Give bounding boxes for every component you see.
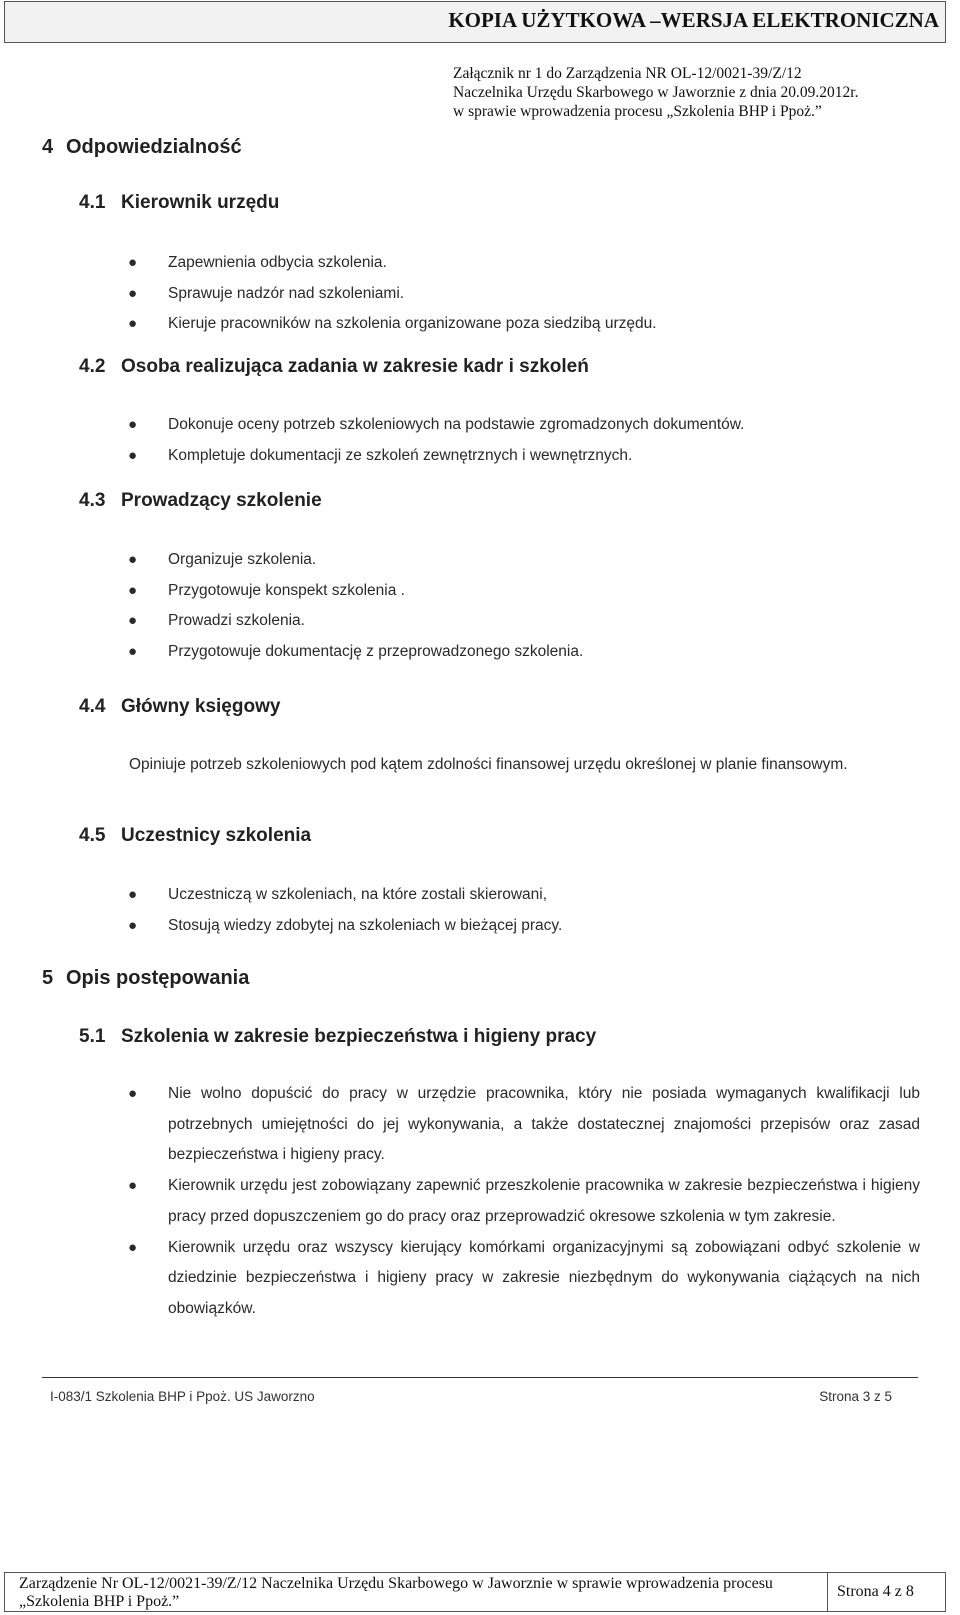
bullet-icon: ● (128, 1177, 138, 1195)
subsection-number: 4.4 (79, 696, 106, 717)
section-4-3-heading (79, 490, 322, 512)
section-5-heading (42, 967, 249, 990)
inner-footer-page-number: Strona 3 z 5 (819, 1389, 892, 1404)
list-item: ● Zapewnienia odbycia szkolenia. (128, 248, 920, 279)
section-4-heading (42, 136, 242, 159)
section-4-2-list (128, 410, 920, 471)
list-item: ● Stosują wiedzy zdobytej na szkoleniach w bieżącej pracy. (128, 911, 920, 942)
list-item: ● Sprawuje nadzór nad szkoleniami. (128, 279, 920, 310)
list-item: ● Prowadzi szkolenia. (128, 606, 920, 637)
copy-banner (4, 1, 946, 43)
bullet-icon: ● (128, 416, 138, 433)
subsection-number: 4.5 (79, 825, 106, 846)
list-item: ● Kieruje pracowników na szkolenia organizowane poza siedzibą urzędu. (128, 309, 920, 340)
list-item: ● Dokonuje oceny potrzeb szkoleniowych na podstawie zgromadzonych dokumentów. (128, 410, 920, 441)
bullet-icon: ● (128, 315, 138, 333)
list-item: ● Organizuje szkolenia. (128, 545, 920, 576)
annex-header (453, 64, 943, 121)
section-4-1-heading (79, 192, 279, 214)
subsection-title: Uczestnicy szkolenia (121, 825, 312, 846)
bottom-footer-text: Zarządzenie Nr OL-12/0021-39/Z/12 Naczelnika Urzędu Skarbowego w Jaworznie w sprawie wprowadzenia procesu „Szkolenia BHP i Ppoż.” (19, 1575, 773, 1610)
bullet-icon: ● (128, 916, 138, 934)
bullet-icon: ● (128, 643, 138, 661)
bullet-icon: ● (128, 886, 138, 903)
section-4-1-list (128, 248, 920, 340)
section-number: 4 (42, 136, 54, 158)
bullet-icon: ● (128, 284, 138, 302)
list-item: ● Nie wolno dopuścić do pracy w urzędzie pracownika, który nie posiada wymaganych kwalifikacji lub potrzebnych umiejętności do jej wykonywania, a także dostatecznej znajomości przepisów oraz zasad bezpieczeństwa i higieny pracy. (128, 1079, 920, 1171)
inner-footer-doc-id: I-083/1 Szkolenia BHP i Ppoż. US Jaworzno (50, 1389, 315, 1404)
subsection-title: Główny księgowy (121, 696, 281, 717)
section-title: Opis postępowania (66, 967, 250, 989)
footer-rule (42, 1377, 918, 1378)
bullet-icon: ● (128, 1238, 138, 1256)
annex-line-3: w sprawie wprowadzenia procesu „Szkolenia BHP i Ppoż.” (453, 103, 822, 120)
list-item: ● Kierownik urzędu jest zobowiązany zapewnić przeszkolenie pracownika w zakresie bezpieczeństwa i higieny pracy przed dopuszczeniem go do pracy oraz przeprowadzić okresowe szkolenia w tym zakresie. (128, 1171, 920, 1232)
section-4-5-heading (79, 825, 311, 847)
bullet-icon: ● (128, 254, 138, 271)
section-4-4-paragraph: Opiniuje potrzeb szkoleniowych pod kątem zdolności finansowej urzędu określonej w planie finansowym. (129, 756, 848, 773)
subsection-number: 5.1 (79, 1026, 106, 1047)
section-4-5-list (128, 880, 920, 941)
footer-divider (827, 1573, 828, 1611)
bullet-icon: ● (128, 581, 138, 599)
banner-text: KOPIA UŻYTKOWA –WERSJA ELEKTRONICZNA (448, 8, 939, 32)
subsection-title: Kierownik urzędu (121, 192, 280, 213)
bottom-footer (4, 1572, 946, 1612)
subsection-title: Szkolenia w zakresie bezpieczeństwa i higieny pracy (121, 1026, 597, 1047)
subsection-title: Prowadzący szkolenie (121, 490, 322, 511)
bullet-icon: ● (128, 446, 138, 464)
bullet-icon: ● (128, 612, 138, 630)
bottom-footer-page-number: Strona 4 z 8 (837, 1583, 914, 1600)
subsection-number: 4.3 (79, 490, 106, 511)
annex-line-1: Załącznik nr 1 do Zarządzenia NR OL-12/0021-39/Z/12 (453, 65, 802, 82)
list-item: ● Kompletuje dokumentacji ze szkoleń zewnętrznych i wewnętrznych. (128, 441, 920, 472)
bullet-icon: ● (128, 1085, 138, 1102)
section-4-4-heading (79, 696, 280, 718)
subsection-title: Osoba realizująca zadania w zakresie kadr i szkoleń (121, 356, 589, 377)
list-item: ● Przygotowuje dokumentację z przeprowadzonego szkolenia. (128, 637, 920, 668)
subsection-number: 4.2 (79, 356, 106, 377)
section-title: Odpowiedzialność (66, 136, 242, 158)
section-5-1-heading (79, 1026, 596, 1048)
list-item: ● Kierownik urzędu oraz wszyscy kierujący komórkami organizacyjnymi są zobowiązani odbyć szkolenie w dziedzinie bezpieczeństwa i higieny pracy w zakresie niezbędnym do wykonywania ciążących na nich obowiązków. (128, 1233, 920, 1325)
section-number: 5 (42, 967, 54, 989)
section-4-3-list (128, 545, 920, 668)
subsection-number: 4.1 (79, 192, 106, 213)
list-item: ● Uczestniczą w szkoleniach, na które zostali skierowani, (128, 880, 920, 911)
bullet-icon: ● (128, 551, 138, 568)
section-4-2-heading (79, 356, 589, 378)
section-5-1-list (128, 1079, 920, 1325)
list-item: ● Przygotowuje konspekt szkolenia . (128, 576, 920, 607)
annex-line-2: Naczelnika Urzędu Skarbowego w Jaworznie z dnia 20.09.2012r. (453, 84, 859, 101)
